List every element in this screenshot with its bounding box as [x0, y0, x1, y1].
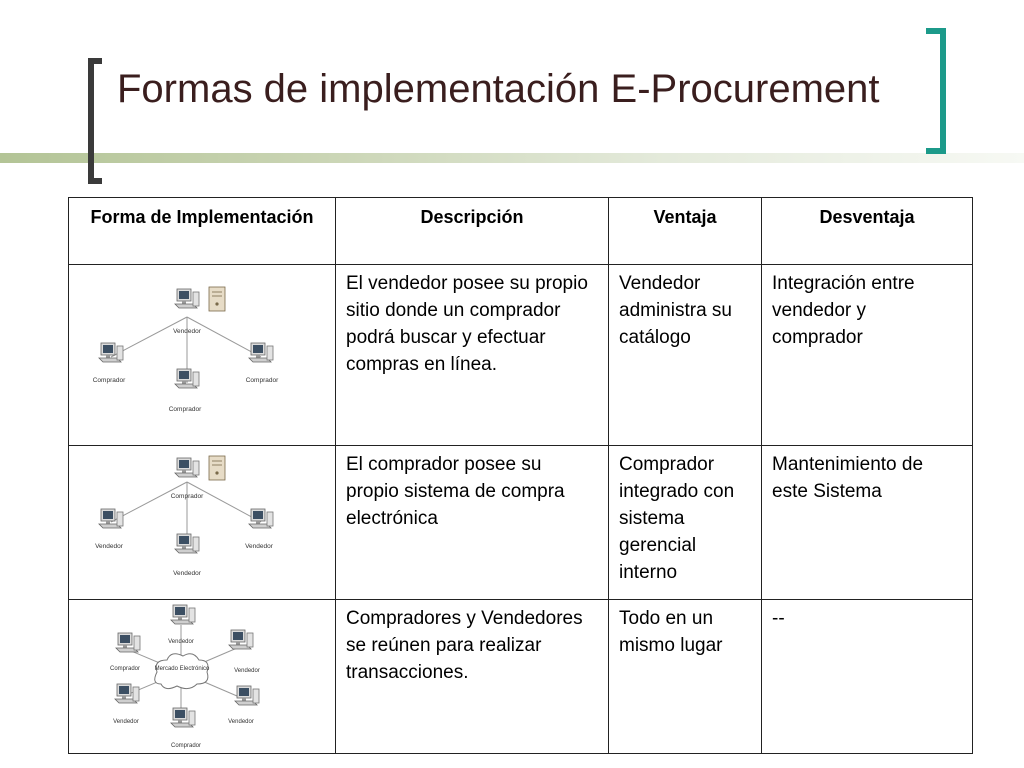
diagram-node-label: Vendedor [234, 668, 260, 674]
left-bracket-decoration [88, 58, 102, 184]
diagram-node-label: Comprador [245, 377, 279, 384]
diagram-node-label: Comprador [109, 666, 141, 672]
diagram-node-label: Vendedor [168, 639, 194, 645]
computer-icon [99, 509, 123, 528]
computer-icon [171, 708, 195, 727]
diagram-center-label: Vendedor [173, 328, 201, 335]
diagram-node-label: Vendedor [95, 543, 123, 550]
network-diagram [69, 265, 336, 441]
computer-icon [249, 343, 273, 362]
diagram-node-label: Comprador [92, 377, 126, 384]
network-diagram [69, 446, 336, 596]
diagram-buyer-system [69, 446, 336, 600]
table-row [69, 446, 973, 600]
header-descripcion: Descripción [336, 198, 609, 265]
implementation-table [68, 197, 973, 754]
table-row [69, 600, 973, 754]
diagram-node-label: Vendedor [113, 719, 139, 725]
diagram-node-label: Vendedor [228, 719, 254, 725]
table-row [69, 265, 973, 446]
cell-descripcion: El vendedor posee su propio sitio donde un comprador podrá buscar y efectuar compras en línea. [336, 265, 609, 446]
server-icon [209, 456, 225, 480]
header-forma: Forma de Implementación [69, 198, 336, 265]
computer-icon [175, 289, 199, 308]
diagram-vendor-site [69, 265, 336, 446]
diagram-center-label: Comprador [170, 493, 204, 500]
computer-icon [229, 630, 253, 649]
cell-desventaja: Mantenimiento de este Sistema [762, 446, 973, 600]
diagram-center-label: Mercado Electrónico [154, 666, 210, 672]
cell-desventaja: Integración entre vendedor y comprador [762, 265, 973, 446]
diagram-node-label: Comprador [170, 743, 202, 749]
diagram-node-label: Comprador [168, 406, 202, 413]
computer-icon [249, 509, 273, 528]
computer-icon [115, 684, 139, 703]
computer-icon [235, 686, 259, 705]
computer-icon [175, 534, 199, 553]
diagram-node-label: Vendedor [173, 570, 201, 577]
title-underline-bar [0, 153, 1024, 163]
header-ventaja: Ventaja [609, 198, 762, 265]
network-diagram [69, 600, 336, 750]
right-bracket-decoration [926, 28, 946, 154]
computer-icon [175, 369, 199, 388]
computer-icon [171, 605, 195, 624]
server-icon [209, 287, 225, 311]
computer-icon [116, 633, 140, 652]
diagram-node-label: Vendedor [245, 543, 273, 550]
diagram-e-marketplace [69, 600, 336, 754]
cell-ventaja: Comprador integrado con sistema gerencial interno [609, 446, 762, 600]
slide-title: Formas de implementación E-Procurement [117, 67, 880, 111]
cell-ventaja: Vendedor administra su catálogo [609, 265, 762, 446]
header-desventaja: Desventaja [762, 198, 973, 265]
cell-ventaja: Todo en un mismo lugar [609, 600, 762, 754]
cell-descripcion: Compradores y Vendedores se reúnen para realizar transacciones. [336, 600, 609, 754]
cell-desventaja: -- [762, 600, 973, 754]
computer-icon [99, 343, 123, 362]
table-header-row [69, 198, 973, 265]
cell-descripcion: El comprador posee su propio sistema de compra electrónica [336, 446, 609, 600]
computer-icon [175, 458, 199, 477]
